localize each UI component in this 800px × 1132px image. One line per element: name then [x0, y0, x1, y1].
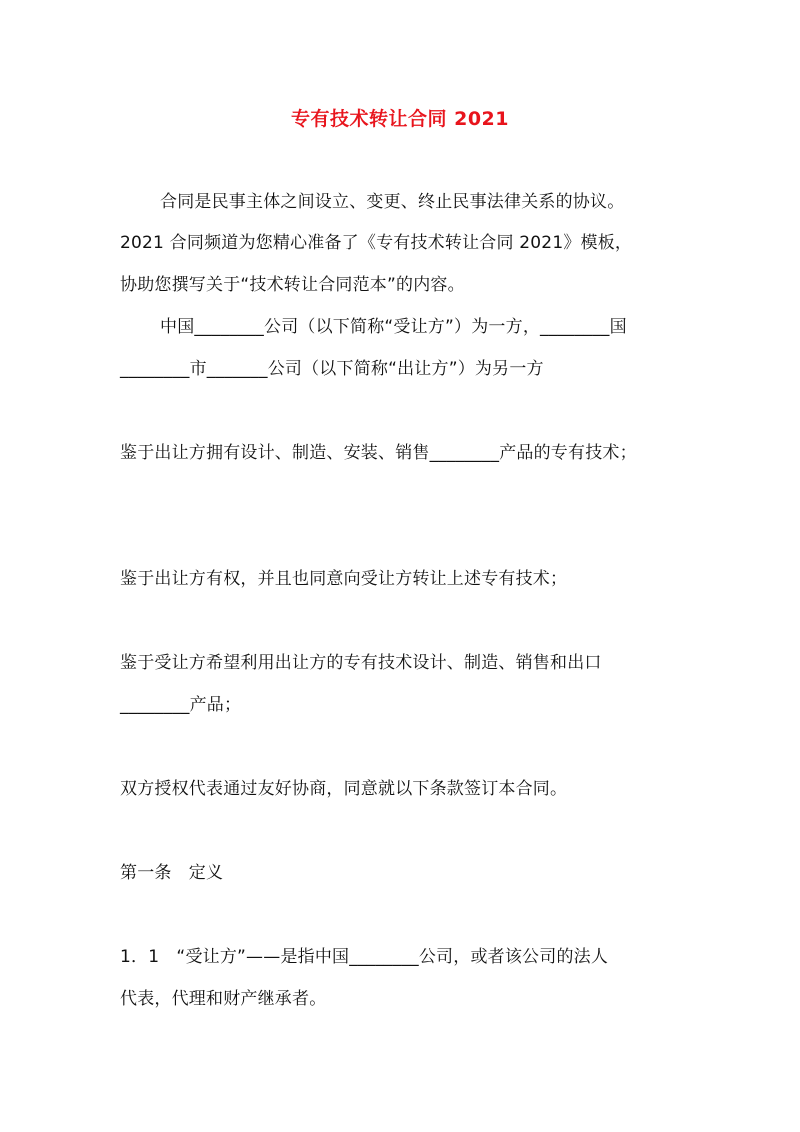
definition-line: 1．1 “受让方”——是指中国________公司，或者该公司的法人 [120, 947, 609, 967]
recital-line: 鉴于出让方拥有设计、制造、安装、销售________产品的专有技术； [120, 443, 637, 463]
intro-paragraph-line: 合同是民事主体之间设立、变更、终止民事法律关系的协议。 [160, 192, 625, 212]
article-heading: 第一条 定义 [120, 863, 224, 883]
definition-line: 代表，代理和财产继承者。 [120, 989, 327, 1009]
parties-paragraph-line: 中国________公司（以下简称“受让方”）为一方，________国 [160, 317, 627, 337]
intro-paragraph-line: 2021 合同频道为您精心准备了《专有技术转让合同 2021》模板， [120, 233, 633, 253]
agreement-line: 双方授权代表通过友好协商，同意就以下条款签订本合同。 [120, 779, 568, 799]
recital-line: 鉴于受让方希望利用出让方的专有技术设计、制造、销售和出口 [120, 653, 602, 673]
document-title: 专有技术转让合同 2021 [291, 108, 509, 130]
recital-line: ________产品； [120, 695, 242, 715]
recital-line: 鉴于出让方有权，并且也同意向受让方转让上述专有技术； [120, 569, 568, 589]
parties-paragraph-line: ________市_______公司（以下简称“出让方”）为另一方 [120, 359, 544, 379]
intro-paragraph-line: 协助您撰写关于“技术转让合同范本”的内容。 [120, 275, 465, 295]
